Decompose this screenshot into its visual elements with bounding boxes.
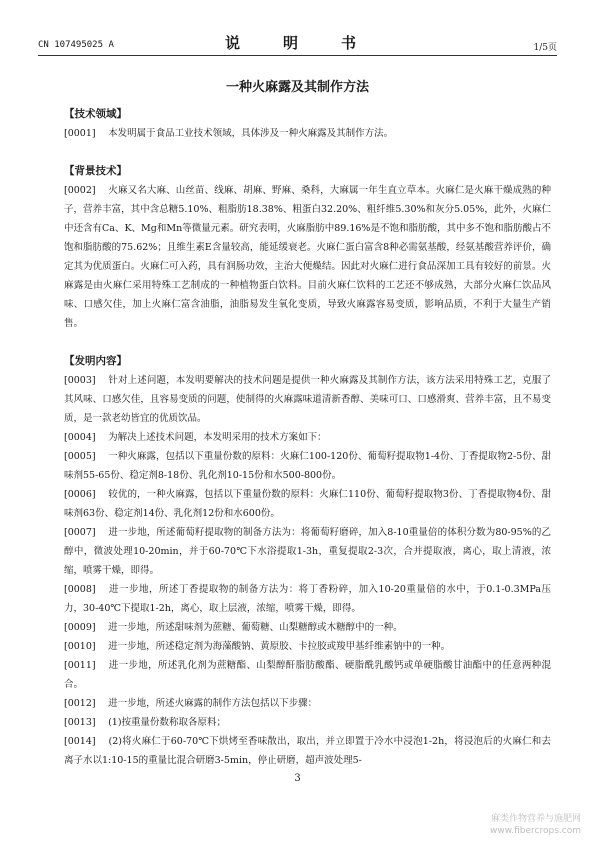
paragraph-text: 为解决上述技术问题，本发明采用的技术方案如下：	[98, 432, 327, 443]
paragraph-number: [0004]	[64, 432, 96, 443]
page-indicator: 1/5页	[533, 43, 557, 53]
paragraph	[64, 124, 551, 143]
paragraph-number: [0012]	[64, 698, 96, 709]
paragraph-text: 进一步地，所述乳化剂为蔗糖酯、山梨醇酐脂肪酸酯、硬脂酰乳酸钙或单硬脂酸甘油酯中的任意两种混合。	[64, 660, 551, 690]
paragraph	[64, 713, 551, 732]
header-divider	[38, 55, 557, 56]
paragraph-text: (2)将火麻仁于60-70℃下烘烤至香味散出，取出，并立即置于冷水中浸泡1-2h，将浸泡后的火麻仁和去离子水以1:10-15的重量比混合研磨3-5min，停止研磨，超声波处理5-	[64, 736, 551, 766]
watermark-url: www.fibercrops.com	[490, 826, 581, 836]
document-title: 一种火麻露及其制作方法	[225, 80, 369, 95]
watermark-site-name: 麻类作物营养与施肥网	[490, 814, 581, 824]
watermark	[490, 813, 581, 837]
paragraph-text: 火麻又名大麻、山丝苗、线麻、胡麻、野麻、桑科，大麻属一年生直立草本。火麻仁是火麻干燥成熟的种子，营养丰富，其中含总糖5.10%、粗脂肪18.38%、粗蛋白32.20%、粗纤维5.30%和灰分5.05%，此外，火麻仁中还含有Ca、K、Mg和Mn等微量元素。研究表明，火麻脂肪中89.16%是不饱和脂肪酸，其中多不饱和脂肪酸占不饱和脂肪酸的75.62%；且维生素E含量较高，能延缓衰老。火麻仁蛋白富含8种必需氨基酸，经氨基酸营养评价，确定其为优质蛋白。火麻仁可入药，具有润肠功效，主治大便燥结。因此对火麻仁进行食品深加工具有较好的前景。火麻露是由火麻仁采用特殊工艺制成的一种植物蛋白饮料。目前火麻仁饮料的工艺还不够成熟，大部分火麻仁饮品风味、口感欠佳，加上火麻仁富含油脂，油脂易发生氧化变质，导致火麻露容易变质，影响品质，不利于大量生产销售。	[64, 185, 551, 329]
paragraph	[64, 732, 551, 770]
paragraph-number: [0009]	[64, 622, 96, 633]
paragraph	[64, 618, 551, 637]
paragraph-number: [0008]	[64, 584, 96, 595]
section-heading-invention-content: 【发明内容】	[64, 355, 127, 367]
paragraph-number: [0007]	[64, 527, 96, 538]
paragraph	[64, 447, 551, 485]
paragraph	[64, 580, 551, 618]
paragraph	[64, 181, 551, 333]
paragraph-text: 进一步地，所述丁香提取物的制备方法为：将丁香粉碎，加入10-20重量倍的水中，于0.1-0.3MPa压力，30-40℃下提取1-2h，离心，取上层液，浓缩，喷雾干燥，即得。	[64, 584, 551, 614]
page-number: 3	[294, 773, 301, 784]
paragraph-text: 进一步地，所述葡萄籽提取物的制备方法为：将葡萄籽磨碎，加入8-10重量倍的体积分数为80-95%的乙醇中，微波处理10-20min，并于60-70℃下水浴提取1-3h，重复提取2-3次，合并提取液，离心，取上清液，浓缩，喷雾干燥，即得。	[64, 527, 551, 576]
paragraph-number: [0011]	[64, 660, 96, 671]
document-type-heading: 说 明 书	[224, 34, 370, 52]
paragraph-number: [0001]	[64, 128, 96, 139]
paragraph	[64, 371, 551, 428]
paragraph-text: 进一步地，所述稳定剂为海藻酸钠、黄原胶、卡拉胶或羧甲基纤维素钠中的一种。	[98, 641, 451, 652]
paragraph-text: 进一步地，所述火麻露的制作方法包括以下步骤：	[98, 698, 318, 709]
document-body	[64, 105, 551, 770]
paragraph-text: (1)按重量份数称取各原料；	[98, 717, 227, 728]
paragraph-number: [0014]	[64, 736, 96, 747]
paragraph	[64, 485, 551, 523]
paragraph-number: [0005]	[64, 451, 96, 462]
paragraph	[64, 523, 551, 580]
paragraph-number: [0003]	[64, 375, 96, 386]
paragraph-text: 进一步地，所述甜味剂为蔗糖、葡萄糖、山梨糖醇或木糖醇中的一种。	[98, 622, 403, 633]
section-spacer	[64, 333, 551, 352]
section-heading-background: 【背景技术】	[64, 165, 127, 177]
paragraph-text: 一种火麻露，包括以下重量份数的原料：火麻仁100-120份、葡萄籽提取物1-4份、丁香提取物2-5份、甜味剂55-65份、稳定剂8-18份、乳化剂10-15份和水500-800份。	[64, 451, 551, 481]
paragraph-text: 针对上述问题，本发明要解决的技术问题是提供一种火麻露及其制作方法，该方法采用特殊工艺，克服了其风味、口感欠佳，且容易变质的问题，使制得的火麻露味道清新香醇、美味可口、口感滑爽、营养丰富，且不易变质，是一款老幼皆宜的优质饮品。	[64, 375, 551, 424]
paragraph-number: [0002]	[64, 185, 96, 196]
section-heading-technical-field: 【技术领域】	[64, 108, 127, 120]
paragraph	[64, 656, 551, 694]
paragraph-number: [0013]	[64, 717, 96, 728]
paragraph-number: [0010]	[64, 641, 96, 652]
paragraph-text: 本发明属于食品工业技术领域，具体涉及一种火麻露及其制作方法。	[98, 128, 394, 139]
paragraph	[64, 694, 551, 713]
paragraph	[64, 428, 551, 447]
section-spacer	[64, 143, 551, 162]
document-number: CN 107495025 A	[38, 40, 114, 50]
paragraph	[64, 637, 551, 656]
paragraph-number: [0006]	[64, 489, 96, 500]
paragraph-text: 较优的，一种火麻露，包括以下重量份数的原料：火麻仁110份、葡萄籽提取物3份、丁香提取物4份、甜味剂63份、稳定剂14份、乳化剂12份和水600份。	[64, 489, 551, 519]
